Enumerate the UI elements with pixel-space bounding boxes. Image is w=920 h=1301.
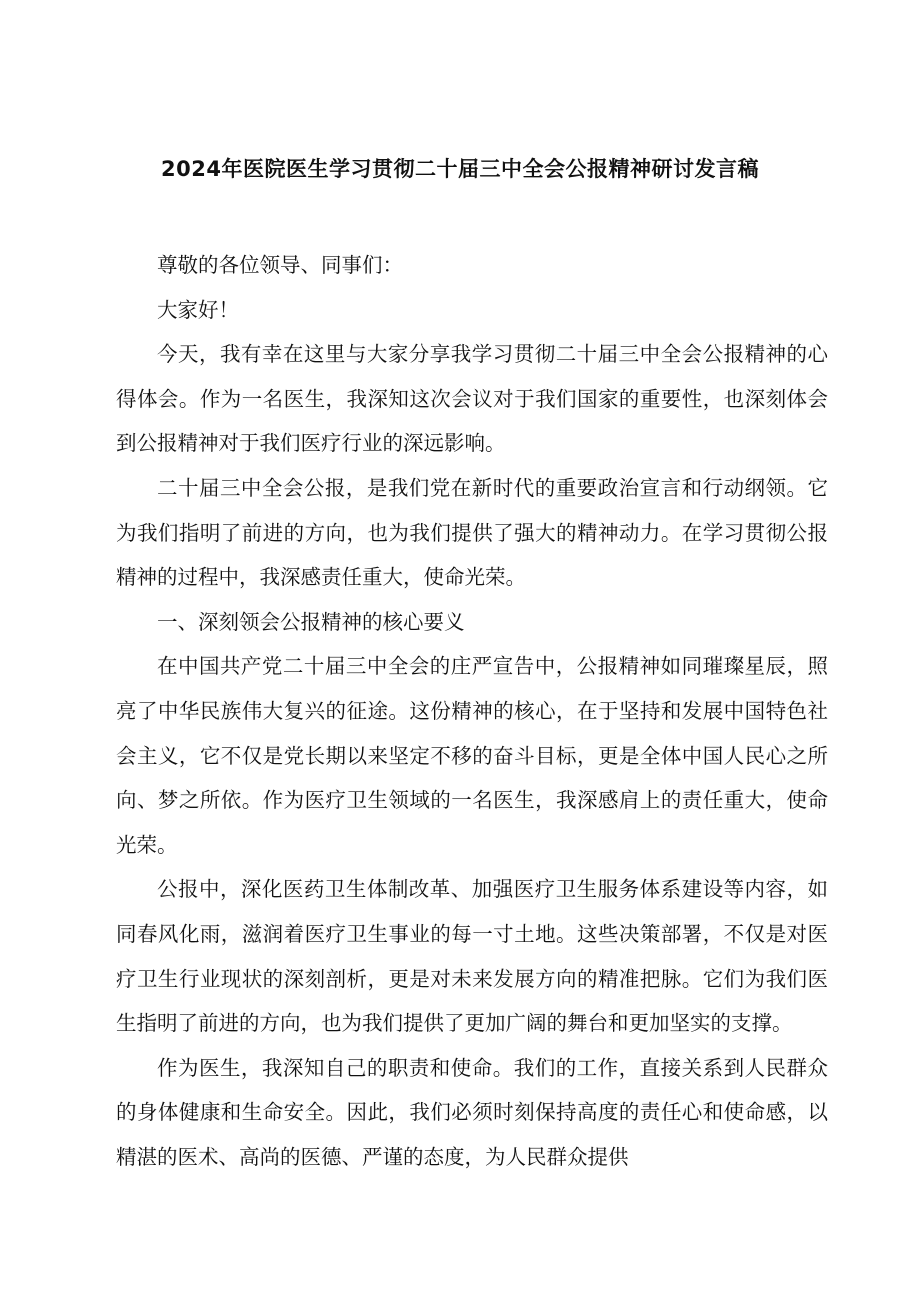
section-paragraph: 作为医生，我深知自己的职责和使命。我们的工作，直接关系到人民群众的身体健康和生命安全。因此，我们必须时刻保持高度的责任心和使命感，以精湛的医术、高尚的医德、严谨的态度，为人民群众提供 [116,1055,828,1169]
document-body [116,243,828,1179]
section-heading: 一、深刻领会公报精神的核心要义 [157,609,465,634]
intro-paragraph: 今天，我有幸在这里与大家分享我学习贯彻二十届三中全会公报精神的心得体会。作为一名医生，我深知这次会议对于我们国家的重要性，也深刻体会到公报精神对于我们医疗行业的深远影响。 [116,342,828,456]
section-paragraph: 在中国共产党二十届三中全会的庄严宣告中，公报精神如同璀璨星辰，照亮了中华民族伟大复兴的征途。这份精神的核心，在于坚持和发展中国特色社会主义，它不仅是党长期以来坚定不移的奋斗目标，更是全体中国人民心之所向、梦之所依。作为医疗卫生领域的一名医生，我深感肩上的责任重大，使命光荣。 [116,654,828,857]
intro-paragraph: 二十届三中全会公报，是我们党在新时代的重要政治宣言和行动纲领。它为我们指明了前进的方向，也为我们提供了强大的精神动力。在学习贯彻公报精神的过程中，我深感责任重大，使命光荣。 [116,475,828,590]
document-title: 2024年医院医生学习贯彻二十届三中全会公报精神研讨发言稿 [161,157,759,181]
salutation: 尊敬的各位领导、同事们： [157,253,403,277]
section-paragraph: 公报中，深化医药卫生体制改革、加强医疗卫生服务体系建设等内容，如同春风化雨，滋润着医疗卫生事业的每一寸土地。这些决策部署，不仅是对医疗卫生行业现状的深刻剖析，更是对未来发展方向的精准把脉。它们为我们医生指明了前进的方向，也为我们提供了更加广阔的舞台和更加坚实的支撑。 [116,877,828,1036]
greeting: 大家好！ [157,297,239,322]
